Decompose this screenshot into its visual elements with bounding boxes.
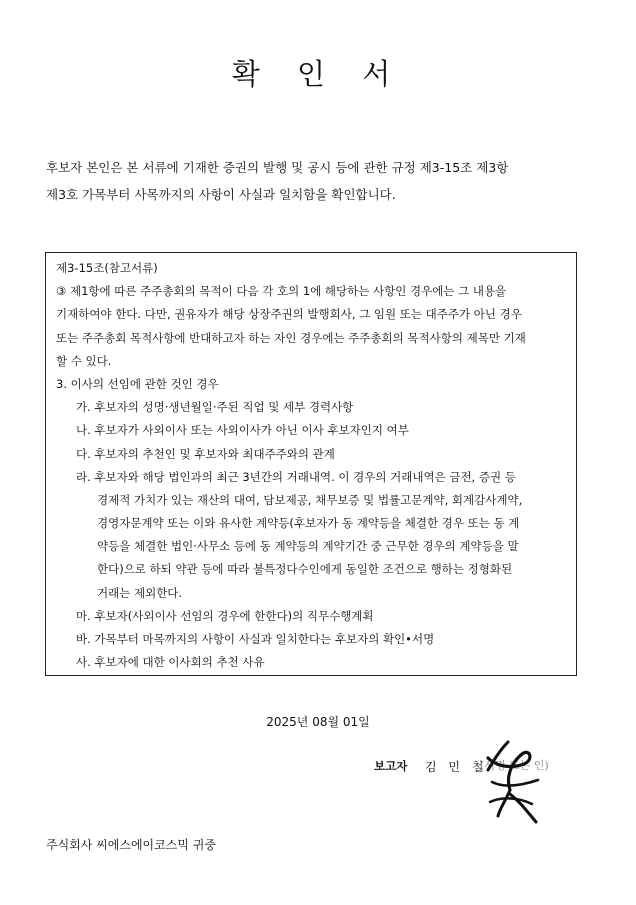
box-sub-item-ma: 마. 후보자(사외이사 선임의 경우에 한한다)의 직무수행계획 [76,608,374,623]
box-heading: 제3-15조(참고서류) [56,261,158,275]
box-sub-item-sa: 사. 후보자에 대한 이사회의 추천 사유 [76,655,265,670]
box-para-line-2: 기재하여야 한다. 다만, 권유자가 해당 상장주권의 발행회사, 그 임원 또는 대주주가 아닌 경우 [56,307,522,322]
signature-stroke-3 [492,780,538,786]
seal-or-sign-label: (서명 또는 인) [480,759,549,772]
box-sub-item-ga: 가. 후보자의 성명·생년월일·주된 직업 및 세부 경력사항 [76,400,354,415]
signature-stroke-4 [498,790,536,822]
box-sub-item-ba: 바. 가목부터 마목까지의 사항이 사실과 일치한다는 후보자의 확인•서명 [76,632,435,646]
recipient-footer: 주식회사 씨에스에이코스믹 귀중 [46,838,216,852]
box-sub-item-ra-line-5: 한다)으로 하되 약관 등에 따라 불특정다수인에게 동일한 조건으로 행하는 정형화된 [97,562,513,577]
document-date: 2025년 08월 01일 [266,715,370,729]
regulation-reference-box [45,252,577,676]
box-sub-item-ra-line-2: 경제적 가치가 있는 재산의 대여, 담보제공, 채무보증 및 법률고문계약, 회계감사계약, [97,492,523,507]
document-title: 확 인 서 [231,57,405,91]
box-sub-item-ra-line-3: 경영자문계약 또는 이와 유사한 계약등(후보자가 동 계약등을 체결한 경우 또는 동 계 [97,516,520,531]
box-sub-item-ra-line-6: 거래는 제외한다. [97,585,183,600]
intro-line-1: 후보자 본인은 본 서류에 기재한 증권의 발행 및 공시 등에 관한 규정 제3-15조 제3항 [46,160,509,175]
intro-paragraph [46,154,606,208]
signature-stroke-5 [490,798,532,804]
box-para-line-1: ③ 제1항에 따른 주주총회의 목적이 다음 각 호의 1에 해당하는 사항인 경우에는 그 내용을 [56,284,507,299]
box-para-line-4: 할 수 있다. [56,353,112,368]
box-sub-item-da: 다. 후보자의 추천인 및 후보자와 최대주주와의 관계 [76,446,335,461]
reporter-name: 김 민 철 [425,760,488,774]
intro-line-2: 제3호 가목부터 사목까지의 사항이 사실과 일치함을 확인합니다. [46,187,396,202]
box-sub-item-ra-line-4: 약등을 체결한 법인·사무소 등에 동 계약등의 계약기간 중 근무한 경우의 계약등을 말 [97,539,519,554]
box-item-3: 3. 이사의 선임에 관한 것인 경우 [56,376,219,391]
reporter-label: 보고자 [374,759,408,773]
handwritten-signature [480,738,550,828]
box-sub-item-na: 나. 후보자가 사외이사 또는 사외이사가 아닌 이사 후보자인지 여부 [76,423,409,438]
box-sub-item-ra-line-1: 라. 후보자와 해당 법인과의 최근 3년간의 거래내역. 이 경우의 거래내역은 금전, 증권 등 [76,469,516,484]
box-para-line-3: 또는 주주총회 목적사항에 반대하고자 하는 자인 경우에는 주주총회의 목적사항의 제목만 기재 [56,330,526,345]
